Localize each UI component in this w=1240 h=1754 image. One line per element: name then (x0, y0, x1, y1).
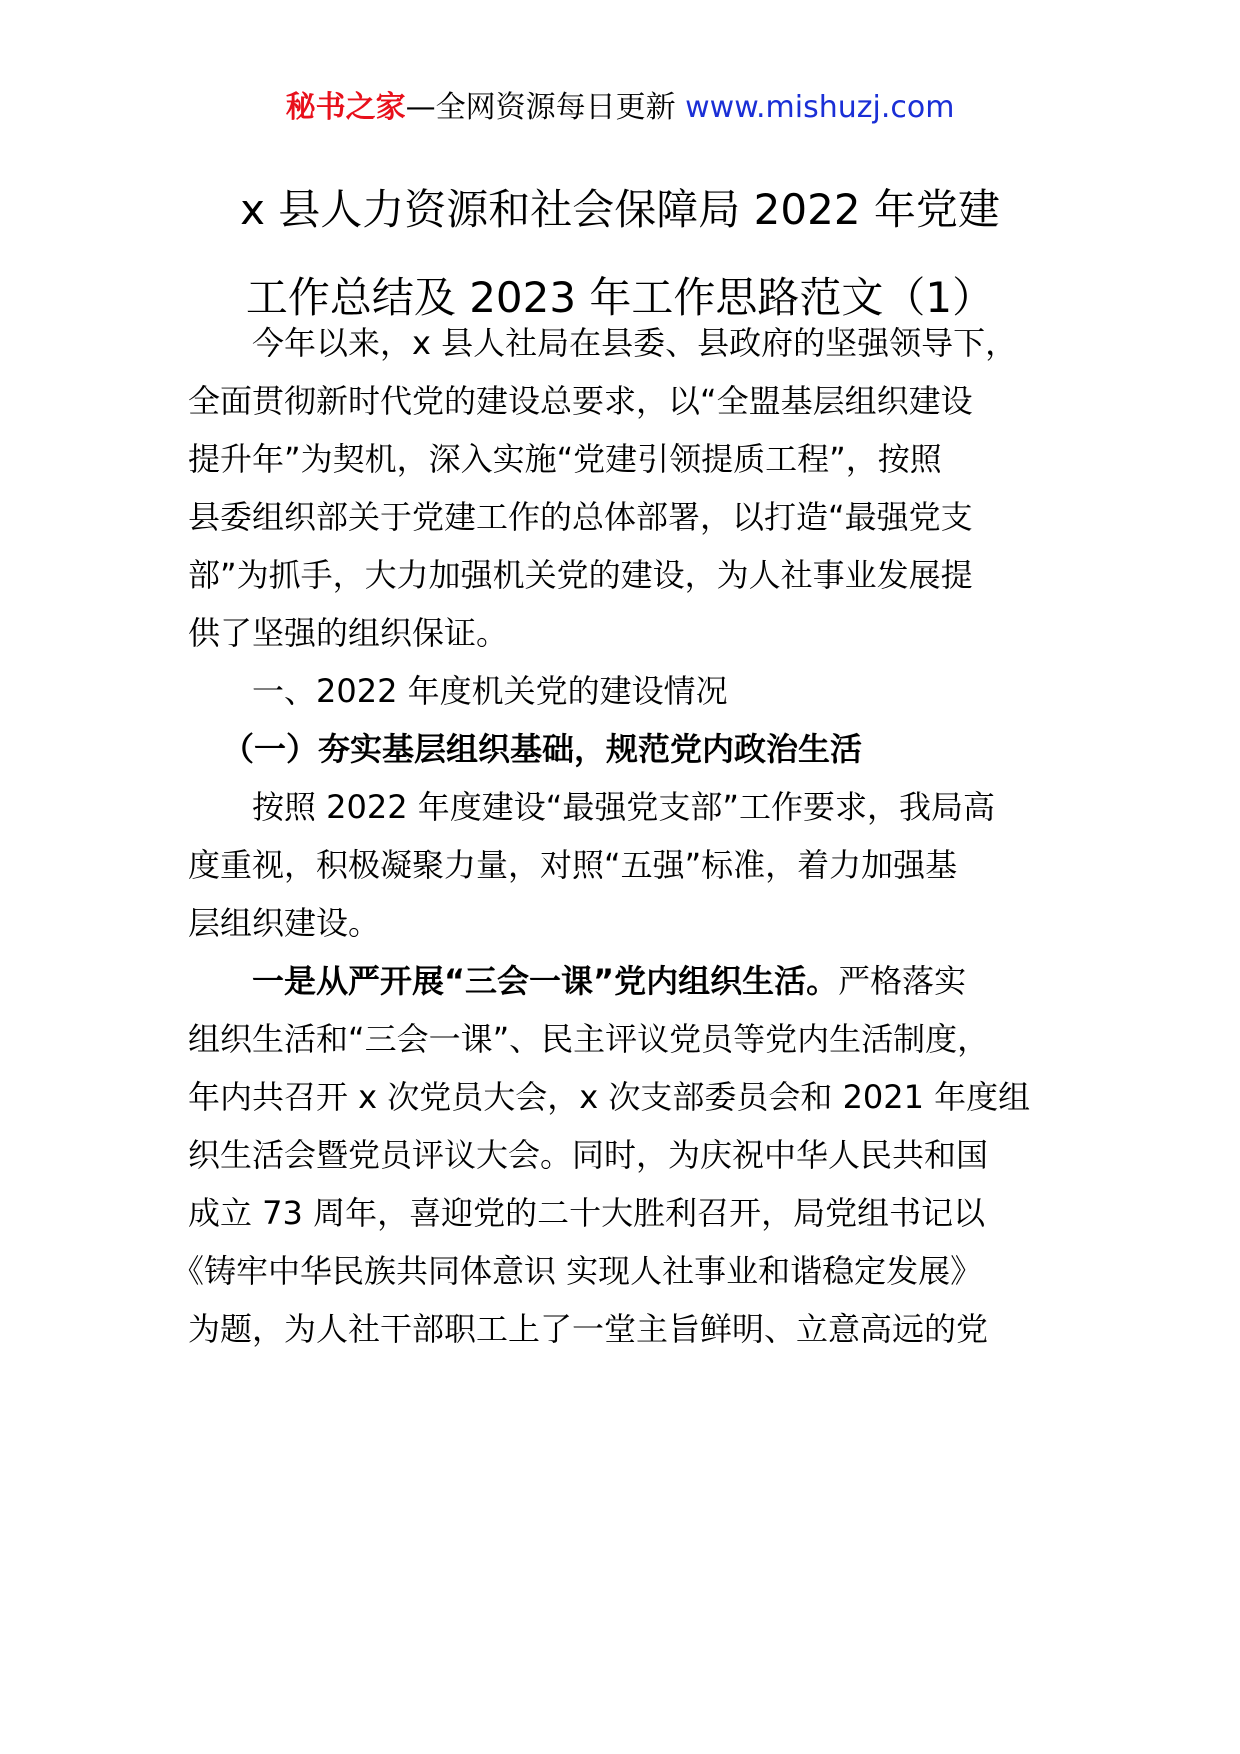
brand-name: 秘书之家 (285, 90, 406, 125)
item-1-line-2: 组织生活和“三会一课”、民主评议党员等党内生活制度， (188, 1020, 990, 1058)
sub1-line-1: 按照 2022 年度建设“最强党支部”工作要求，我局高 (252, 788, 995, 826)
intro-line-5: 部”为抓手，大力加强机关党的建设，为人社事业发展提 (188, 556, 973, 594)
intro-line-1: 今年以来，x 县人社局在县委、县政府的坚强领导下， (252, 324, 1018, 362)
header-tagline: —全网资源每日更新 (405, 90, 676, 125)
intro-line-3: 提升年”为契机，深入实施“党建引领提质工程”，按照 (188, 440, 942, 478)
section-1-heading: 一、2022 年度机关党的建设情况 (252, 672, 728, 710)
item-1-line-6: 《铸牢中华民族共同体意识 实现人社事业和谐稳定发展》 (172, 1252, 983, 1290)
site-header (0, 86, 1240, 130)
site-url-link[interactable]: www.mishuzj.com (685, 90, 955, 125)
sub1-line-3: 层组织建设。 (188, 904, 381, 942)
intro-line-4: 县委组织部关于党建工作的总体部署，以打造“最强党支 (188, 498, 973, 536)
sub1-line-2: 度重视，积极凝聚力量，对照“五强”标准，着力加强基 (188, 846, 958, 884)
item-1-line-3: 年内共召开 x 次党员大会，x 次支部委员会和 2021 年度组 (188, 1078, 1031, 1116)
subsection-1-heading: （一）夯实基层组织基础，规范党内政治生活 (222, 730, 863, 768)
item-1-first-line (252, 949, 966, 1014)
item-1-bold-lead: 一是从严开展“三会一课”党内组织生活。 (252, 962, 839, 1000)
item-1-lead-rest: 严格落实 (838, 962, 967, 1000)
item-1-line-5: 成立 73 周年，喜迎党的二十大胜利召开，局党组书记以 (188, 1194, 986, 1232)
document-title-line-1: x 县人力资源和社会保障局 2022 年党建 (240, 185, 1000, 234)
document-title-line-2: 工作总结及 2023 年工作思路范文（1） (245, 273, 995, 322)
item-1-line-4: 织生活会暨党员评议大会。同时，为庆祝中华人民共和国 (188, 1136, 989, 1174)
intro-line-2: 全面贯彻新时代党的建设总要求，以“全盟基层组织建设 (188, 382, 973, 420)
item-1-line-7: 为题，为人社干部职工上了一堂主旨鲜明、立意高远的党 (188, 1310, 989, 1348)
intro-line-6: 供了坚强的组织保证。 (188, 614, 509, 652)
